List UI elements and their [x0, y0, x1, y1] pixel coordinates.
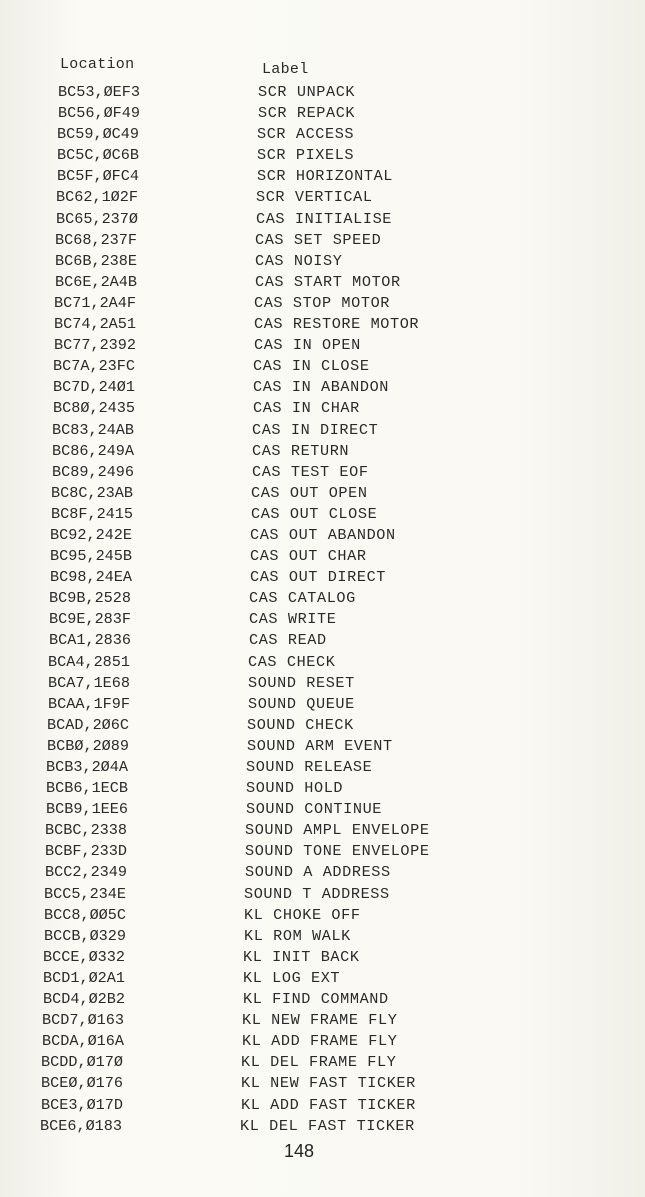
label-cell: CAS NOISY [255, 251, 343, 270]
label-cell: KL ADD FAST TICKER [241, 1095, 416, 1114]
location-cell: BCD4,Ø2B2 [43, 990, 126, 1009]
label-cell: SOUND CHECK [247, 715, 354, 734]
label-cell: KL DEL FRAME FLY [241, 1053, 397, 1072]
table-row [0, 862, 645, 883]
table-row [0, 1010, 645, 1031]
location-cell: BC56,ØF49 [58, 104, 141, 123]
location-cell: BC7A,23FC [53, 357, 136, 376]
location-cell: BC71,2A4F [54, 293, 137, 312]
table-row [0, 905, 645, 926]
label-cell: CAS RETURN [252, 441, 350, 460]
table-row [0, 525, 645, 546]
table-row [0, 968, 645, 989]
jumpblock-table [0, 82, 645, 1137]
location-cell: BCBC,2338 [45, 821, 128, 840]
label-cell: SCR PIXELS [257, 146, 355, 165]
table-row [0, 1031, 645, 1052]
label-cell: KL DEL FAST TICKER [240, 1116, 415, 1135]
location-cell: BCAD,2Ø6C [47, 715, 130, 734]
label-cell: KL FIND COMMAND [243, 990, 389, 1009]
location-cell: BC5F,ØFC4 [57, 167, 140, 186]
label-cell: SCR ACCESS [257, 125, 355, 144]
table-row [0, 841, 645, 862]
label-cell: SOUND ARM EVENT [247, 736, 393, 755]
label-cell: CAS READ [249, 631, 327, 650]
label-cell: KL LOG EXT [243, 968, 341, 987]
label-cell: KL ROM WALK [244, 926, 351, 945]
label-cell: CAS START MOTOR [255, 272, 401, 291]
location-cell: BC59,ØC49 [57, 125, 140, 144]
label-cell: CAS SET SPEED [255, 230, 382, 249]
table-row [0, 124, 645, 145]
table-row [0, 694, 645, 715]
label-cell: CAS CHECK [248, 652, 336, 671]
label-cell: SOUND T ADDRESS [244, 884, 390, 903]
label-cell: KL NEW FRAME FLY [242, 1011, 398, 1030]
location-cell: BCC5,234E [44, 884, 127, 903]
location-cell: BC8Ø,2435 [53, 399, 136, 418]
table-row [0, 209, 645, 230]
location-cell: BC9B,2528 [49, 589, 132, 608]
table-row [0, 673, 645, 694]
label-cell: CAS IN CHAR [253, 399, 360, 418]
table-row [0, 293, 645, 314]
table-row [0, 462, 645, 483]
label-cell: SOUND QUEUE [248, 694, 355, 713]
label-cell: CAS CATALOG [249, 589, 356, 608]
label-cell: CAS OUT OPEN [251, 483, 368, 502]
table-row [0, 546, 645, 567]
location-cell: BC5C,ØC6B [57, 146, 140, 165]
label-cell: SOUND A ADDRESS [245, 863, 391, 882]
table-row [0, 230, 645, 251]
table-row [0, 588, 645, 609]
table-row [0, 398, 645, 419]
table-row [0, 356, 645, 377]
label-cell: CAS IN OPEN [254, 336, 361, 355]
table-row [0, 947, 645, 968]
table-row [0, 715, 645, 736]
table-row [0, 820, 645, 841]
table-row [0, 103, 645, 124]
location-cell: BCCE,Ø332 [43, 947, 126, 966]
table-row [0, 989, 645, 1010]
label-cell: CAS IN CLOSE [253, 357, 370, 376]
location-cell: BCC2,2349 [45, 863, 128, 882]
label-cell: CAS STOP MOTOR [254, 293, 390, 312]
label-cell: CAS IN DIRECT [252, 420, 379, 439]
location-cell: BC83,24AB [52, 420, 135, 439]
table-row [0, 1052, 645, 1073]
label-cell: CAS OUT CHAR [250, 547, 367, 566]
location-cell: BCBØ,2Ø89 [47, 736, 130, 755]
location-cell: BC74,2A51 [54, 315, 137, 334]
location-cell: BC8C,23AB [51, 483, 134, 502]
label-cell: SCR REPACK [258, 104, 356, 123]
page-number: 148 [283, 1141, 315, 1161]
location-cell: BCB6,1ECB [46, 779, 129, 798]
table-row [0, 630, 645, 651]
location-cell: BCAA,1F9F [48, 694, 131, 713]
label-cell: SOUND RELEASE [246, 758, 373, 776]
label-cell: CAS INITIALISE [256, 209, 392, 228]
table-row [0, 926, 645, 947]
location-cell: BCEØ,Ø176 [41, 1074, 124, 1093]
location-cell: BCA7,1E68 [48, 673, 131, 692]
table-row [0, 335, 645, 356]
location-cell: BC86,249A [52, 441, 135, 460]
location-cell: BC95,245B [50, 547, 133, 566]
location-cell: BCA1,2836 [49, 631, 132, 650]
table-row [0, 251, 645, 272]
table-row [0, 799, 645, 820]
location-cell: BC62,1Ø2F [56, 188, 139, 207]
location-cell: BCBF,233D [45, 842, 128, 861]
location-cell: BC9E,283F [49, 610, 132, 629]
label-cell: SOUND RESET [248, 673, 355, 692]
table-row [0, 778, 645, 799]
label-cell: KL CHOKE OFF [244, 905, 361, 924]
location-cell: BC77,2392 [54, 336, 137, 355]
location-cell: BC6E,2A4B [55, 272, 138, 291]
location-cell: BCC8,ØØ5C [44, 905, 127, 924]
label-cell: KL INIT BACK [243, 947, 360, 966]
table-row [0, 377, 645, 398]
table-row [0, 504, 645, 525]
table-row [0, 567, 645, 588]
label-column-header: Label [262, 61, 309, 78]
location-cell: BC98,24EA [50, 568, 133, 587]
table-row [0, 1116, 645, 1137]
label-cell: KL NEW FAST TICKER [241, 1074, 416, 1093]
label-cell: SOUND HOLD [246, 779, 344, 798]
label-cell: CAS RESTORE MOTOR [254, 315, 420, 334]
label-cell: SOUND TONE ENVELOPE [245, 842, 430, 861]
location-cell: BCDA,Ø16A [42, 1032, 125, 1051]
table-row [0, 1073, 645, 1094]
location-cell: BCA4,2851 [48, 652, 131, 671]
table-row [0, 145, 645, 166]
table-row [0, 82, 645, 103]
location-column-header: Location [60, 56, 135, 73]
label-cell: CAS WRITE [249, 610, 337, 629]
location-cell: BC6B,238E [55, 251, 138, 270]
location-cell: BCCB,Ø329 [44, 926, 127, 945]
location-cell: BC7D,24Ø1 [53, 378, 136, 397]
table-row [0, 757, 645, 778]
table-row [0, 420, 645, 441]
table-row [0, 736, 645, 757]
location-cell: BCD7,Ø163 [42, 1011, 125, 1030]
label-cell: CAS OUT ABANDON [250, 525, 396, 544]
location-cell: BCE3,Ø17D [41, 1095, 124, 1114]
label-cell: SCR VERTICAL [256, 188, 373, 207]
location-cell: BCDD,Ø17Ø [41, 1053, 124, 1072]
table-row [0, 652, 645, 673]
label-cell: KL ADD FRAME FLY [242, 1032, 398, 1051]
label-cell: SCR HORIZONTAL [257, 167, 393, 186]
table-row [0, 272, 645, 293]
location-cell: BC8F,2415 [51, 504, 134, 523]
label-cell: CAS OUT CLOSE [251, 504, 378, 523]
table-row [0, 166, 645, 187]
location-cell: BCB3,2Ø4A [46, 758, 129, 776]
table-row [0, 483, 645, 504]
label-cell: CAS TEST EOF [252, 462, 369, 481]
table-row [0, 441, 645, 462]
label-cell: SCR UNPACK [258, 83, 356, 101]
label-cell: CAS IN ABANDON [253, 378, 389, 397]
location-cell: BC68,237F [55, 230, 138, 249]
location-cell: BC53,ØEF3 [58, 83, 141, 101]
location-cell: BCB9,1EE6 [46, 800, 129, 819]
location-cell: BCE6,Ø183 [40, 1116, 123, 1135]
table-row [0, 314, 645, 335]
location-cell: BC92,242E [50, 525, 133, 544]
table-row [0, 1095, 645, 1116]
label-cell: CAS OUT DIRECT [250, 568, 386, 587]
table-row [0, 609, 645, 630]
label-cell: SOUND CONTINUE [246, 800, 382, 819]
location-cell: BCD1,Ø2A1 [43, 968, 126, 987]
table-row [0, 884, 645, 905]
table-row [0, 187, 645, 208]
location-cell: BC89,2496 [52, 462, 135, 481]
location-cell: BC65,237Ø [56, 209, 139, 228]
label-cell: SOUND AMPL ENVELOPE [245, 821, 430, 840]
